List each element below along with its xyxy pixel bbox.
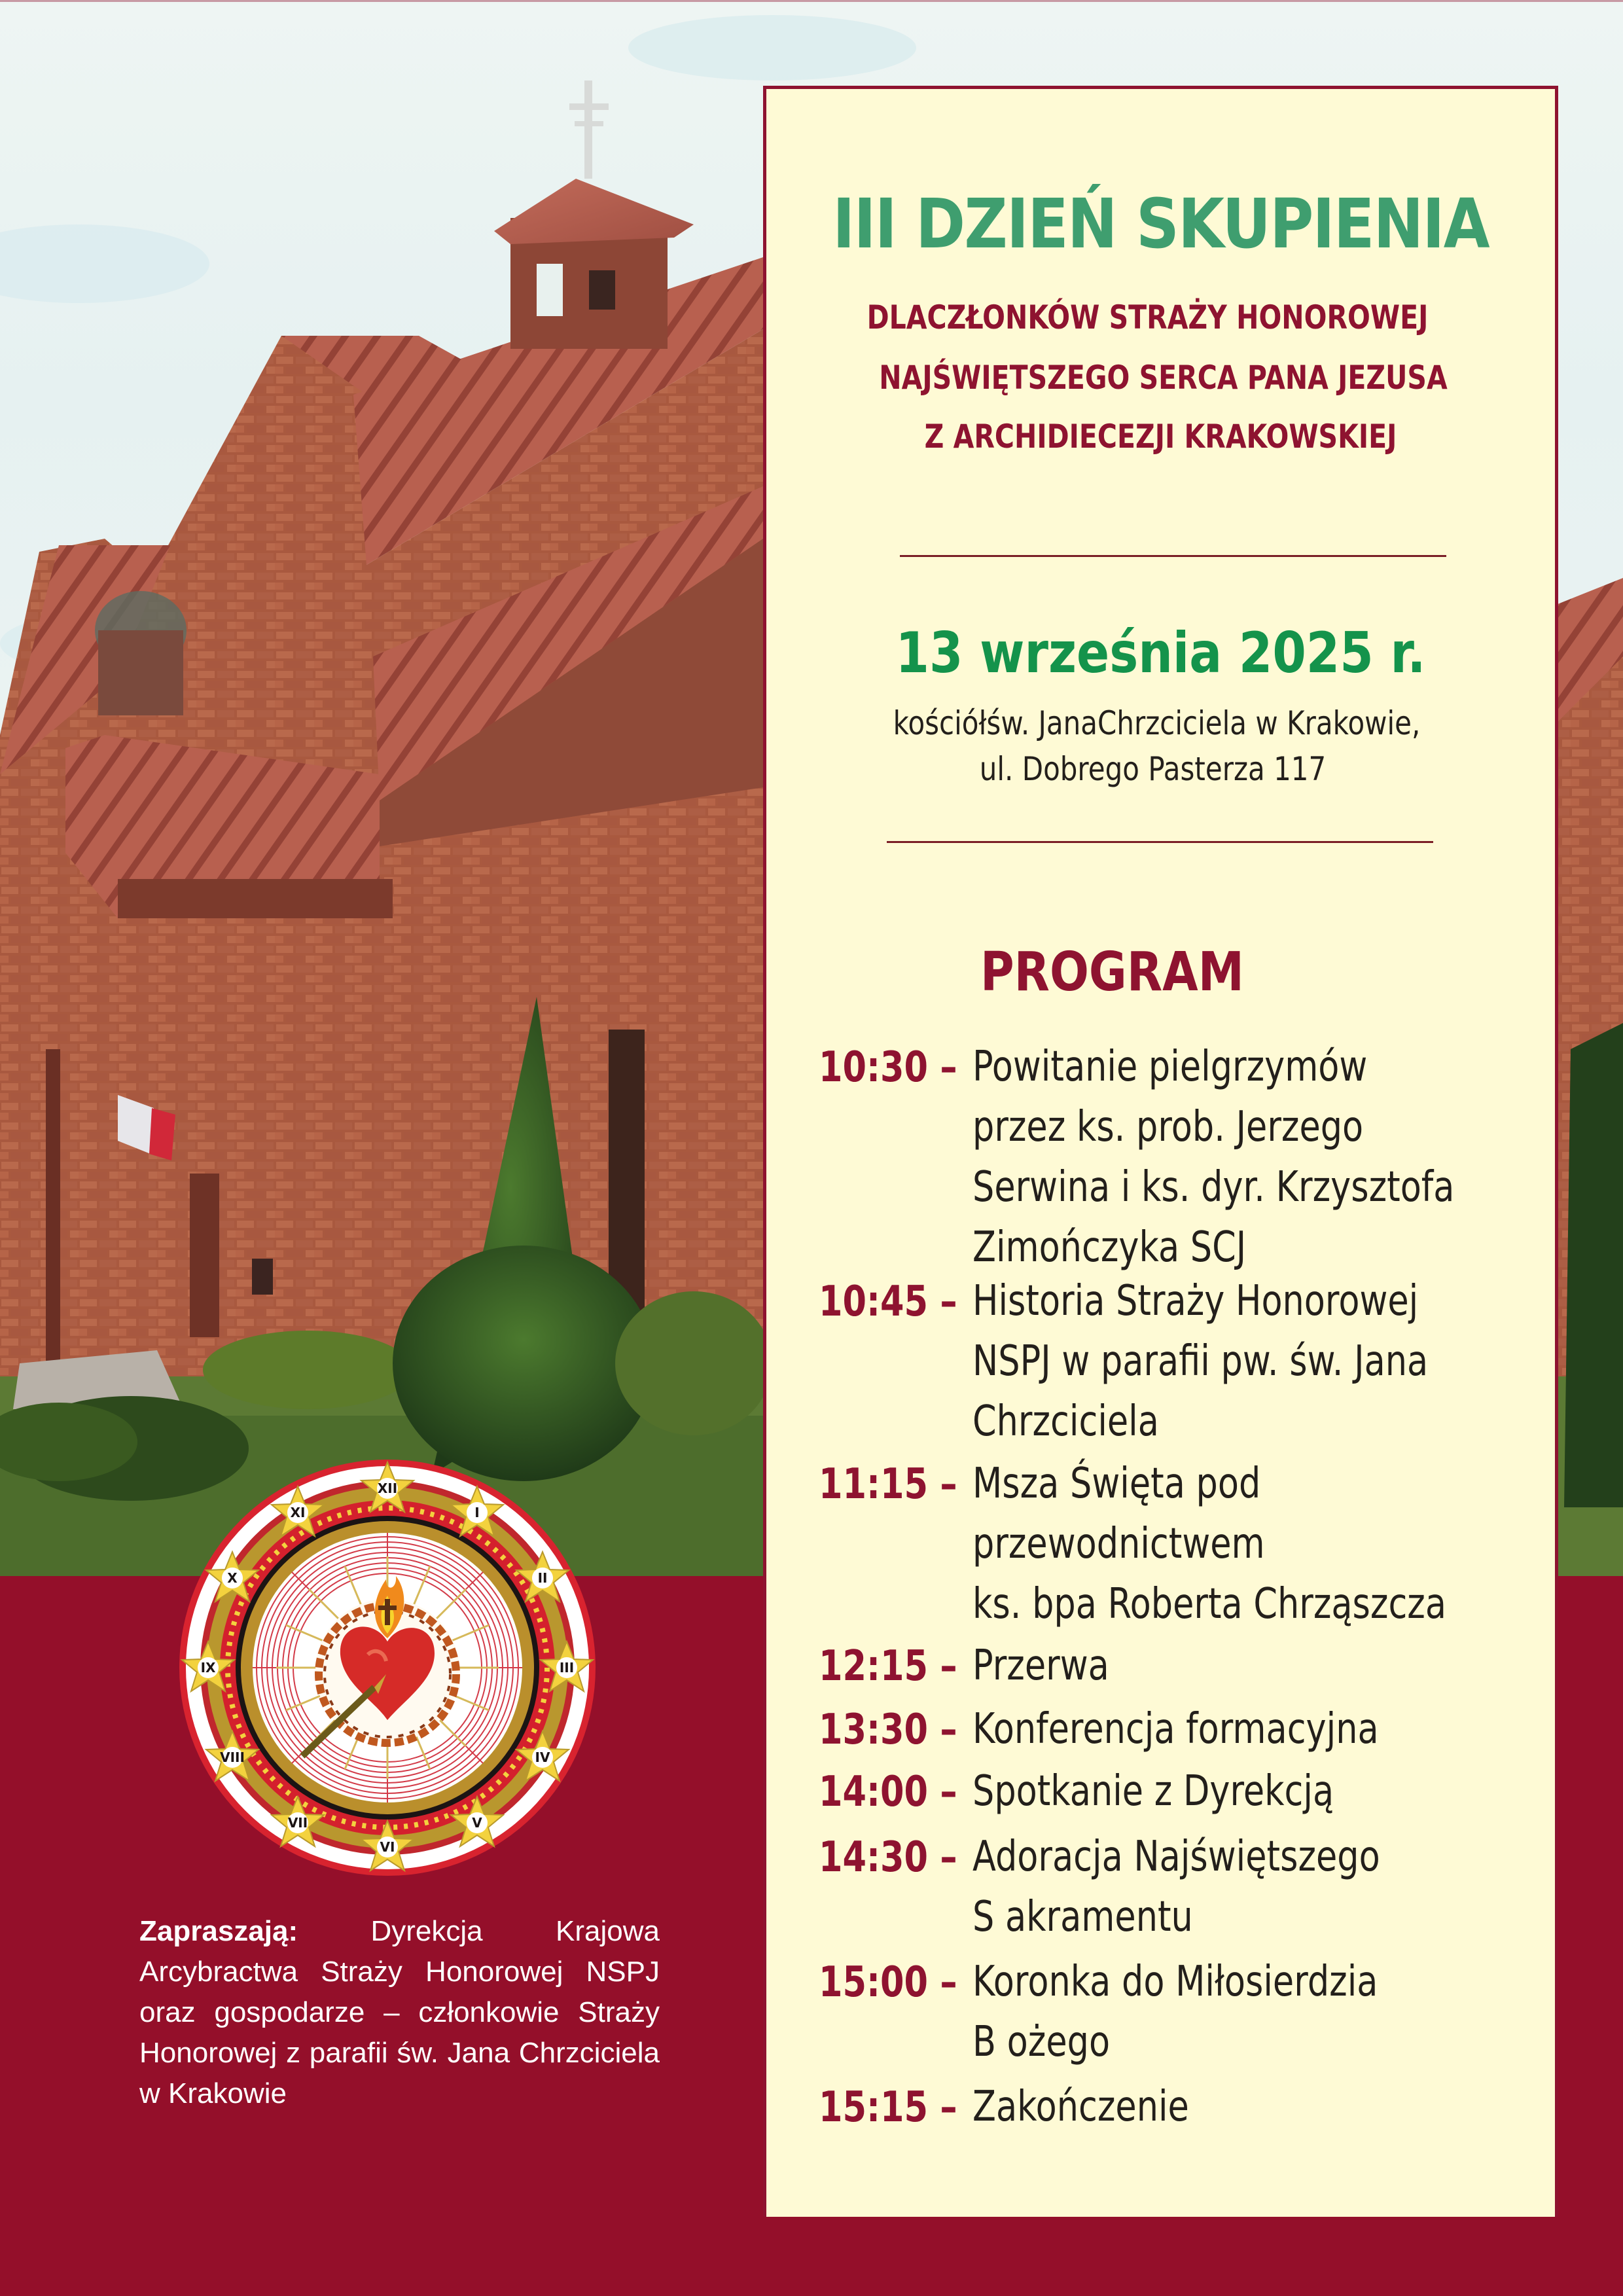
schedule-time: 14:00 – xyxy=(819,1768,957,1816)
schedule-time: 15:15 – xyxy=(819,2083,957,2132)
invitation-text xyxy=(139,1911,660,2114)
schedule-time: 13:30 – xyxy=(819,1706,957,1754)
svg-text:I: I xyxy=(474,1505,480,1520)
schedule-description: Spotkanie z Dyrekcją xyxy=(972,1767,1334,1816)
schedule-description: Historia Straży Honorowej xyxy=(972,1277,1419,1325)
svg-text:IV: IV xyxy=(535,1749,550,1765)
schedule-description: S akramentu xyxy=(972,1893,1193,1941)
svg-text:VI: VI xyxy=(380,1839,395,1855)
svg-text:III: III xyxy=(559,1660,575,1676)
schedule-description: B ożego xyxy=(972,2018,1111,2066)
program-heading: PROGRAM xyxy=(980,941,1244,1003)
schedule-description: Zakończenie xyxy=(972,2083,1189,2131)
schedule-time: 15:00 – xyxy=(819,1958,957,2007)
schedule-description: Chrzciciela xyxy=(972,1397,1159,1446)
schedule-description: Adoracja Najświętszego xyxy=(972,1833,1380,1881)
honor-guard-emblem xyxy=(178,1458,597,1877)
svg-text:VII: VII xyxy=(287,1815,308,1831)
schedule-time: 12:15 – xyxy=(819,1642,957,1691)
schedule-time: 11:15 – xyxy=(819,1460,957,1509)
subtitle-line-1: DLACZŁONKÓW STRAŻY HONOROWEJ xyxy=(866,298,1429,336)
venue-line-1: kościółśw. JanaChrzciciela w Krakowie, xyxy=(893,704,1421,742)
schedule-description: NSPJ w parafii pw. św. Jana xyxy=(972,1337,1429,1386)
subtitle-line-3: Z ARCHIDIECEZJI KRAKOWSKIEJ xyxy=(924,418,1397,456)
numeral-xii: XII xyxy=(377,1480,398,1496)
schedule-description: Koronka do Miłosierdzia xyxy=(972,1958,1378,2006)
svg-text:IX: IX xyxy=(200,1660,216,1676)
schedule-description: przez ks. prob. Jerzego xyxy=(972,1103,1364,1151)
event-info-panel xyxy=(763,86,1558,2217)
divider-top xyxy=(900,555,1446,557)
schedule-description: Msza Święta pod xyxy=(972,1460,1261,1508)
svg-text:X: X xyxy=(227,1570,238,1586)
schedule-time: 10:45 – xyxy=(819,1278,957,1326)
schedule-description: przewodnictwem xyxy=(972,1520,1265,1568)
svg-text:VIII: VIII xyxy=(220,1749,245,1765)
svg-text:XI: XI xyxy=(290,1505,306,1520)
event-title: III DZIEŃ SKUPIENIA xyxy=(832,184,1489,264)
schedule-description: Przerwa xyxy=(972,1641,1109,1690)
divider-bottom xyxy=(887,841,1433,843)
schedule-time: 10:30 – xyxy=(819,1043,957,1092)
subtitle-line-2: NAJŚWIĘTSZEGO SERCA PANA JEZUSA xyxy=(879,359,1448,397)
svg-text:II: II xyxy=(537,1570,548,1586)
schedule-description: Powitanie pielgrzymów xyxy=(972,1043,1368,1091)
sacred-heart-clock-emblem xyxy=(178,1458,597,1877)
venue-line-2: ul. Dobrego Pasterza 117 xyxy=(979,750,1327,788)
event-date: 13 września 2025 r. xyxy=(895,620,1426,686)
schedule-time: 14:30 – xyxy=(819,1833,957,1882)
invitation-label: Zapraszają: xyxy=(139,1915,298,1947)
schedule-description: Konferencja formacyjna xyxy=(972,1705,1379,1753)
schedule-description: ks. bpa Roberta Chrząszcza xyxy=(972,1580,1447,1628)
invitation-body: Dyrekcja Krajowa Arcybractwa Straży Honorowej NSPJ oraz gospodarze – członkowie Straży Honorowej z parafii św. Jana Chrzciciela w Krakowie xyxy=(139,1915,660,2109)
svg-text:V: V xyxy=(472,1815,482,1831)
schedule-description: Zimończyka SCJ xyxy=(972,1223,1247,1272)
schedule-description: Serwina i ks. dyr. Krzysztofa xyxy=(972,1163,1455,1211)
